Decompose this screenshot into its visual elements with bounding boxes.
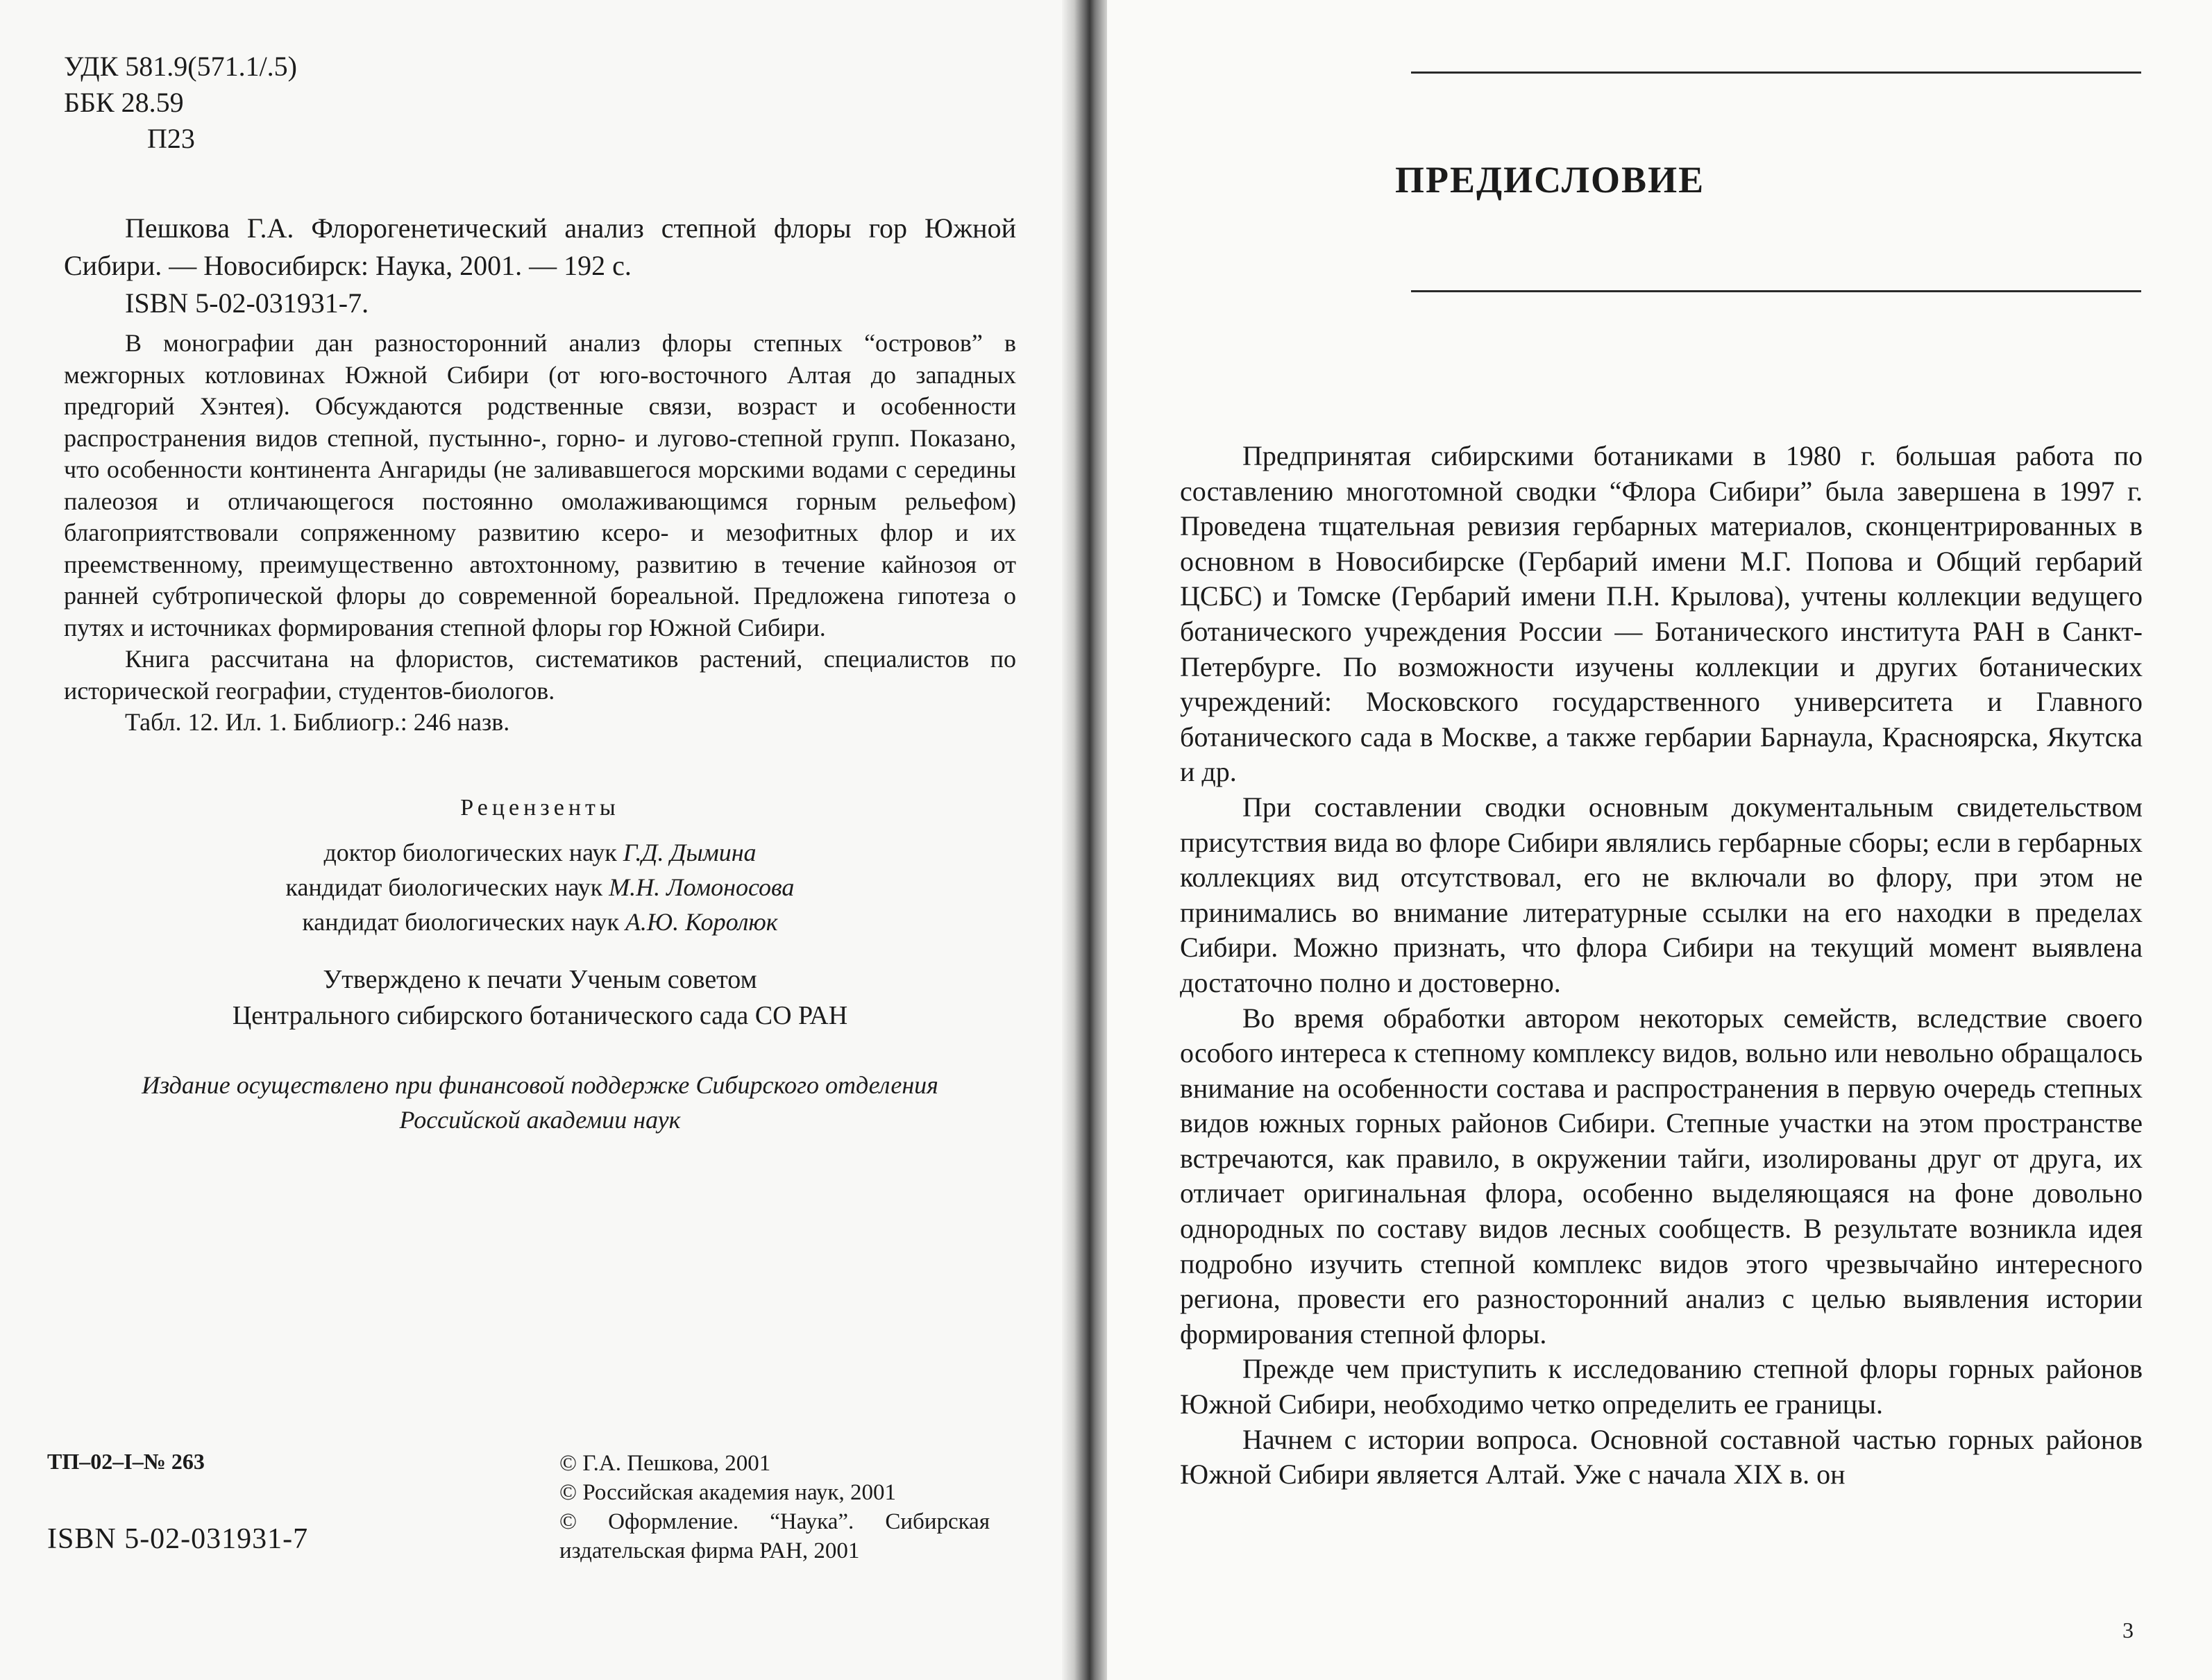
preface-text [1180,439,2143,1493]
classification-block [64,49,297,157]
approval-line: Центрального сибирского ботанического сада СО РАН [232,1001,848,1030]
preface-paragraph: Во время обработки автором некоторых семейств, вследствие своего особого интереса к степному комплексу видов, вольно или невольно обращалось внимание на особенности состава и распространения в первую очередь степных видов южных горных районов Сибири. Степные участки на этом пространстве встречаются, как правило, в окружении тайги, изолированы друг от друга, их отличает оригинальная флора, особенно выделяющаяся на фоне довольно однородных по составу видов лесных сообществ. В результате возникла идея подробно изучить степной комплекс видов этого чрезвычайно интересного региона, провести его разносторонний анализ с целью выявления истории формирования степной флоры. [1180,1002,2143,1350]
reviewer-name: Г.Д. Дымина [623,839,757,866]
funding-line: Российской академии наук [399,1106,681,1134]
preface-paragraph: Начнем с истории вопроса. Основной составной частью горных районов Южной Сибири является Алтай. Уже с начала XIX в. он [1180,1423,2143,1490]
copyright-block [559,1449,990,1565]
reviewer-line [64,835,1016,870]
reviewer-name: М.Н. Ломоносова [609,873,795,901]
reviewer-line [64,905,1016,939]
preface-paragraph: Прежде чем приступить к исследованию степной флоры горных районов Южной Сибири, необходимо четко определить ее границы. [1180,1353,2143,1420]
top-rule [1411,72,2141,74]
page-number: 3 [2122,1618,2134,1643]
annotation-paragraph: Табл. 12. Ил. 1. Библиогр.: 246 назв. [125,708,510,736]
left-page [0,0,1072,1680]
isbn-number: ISBN 5-02-031931-7 [47,1523,309,1555]
funding-note [64,1068,1016,1137]
reviewers-title: Рецензенты [460,795,620,821]
udk-code: УДК 581.9(571.1/.5) [64,51,297,82]
reviewer-name: А.Ю. Королюк [625,908,778,936]
reviewer-degree: кандидат биологических наук [302,908,619,936]
page-title: ПРЕДИСЛОВИЕ [1395,159,1705,201]
bibliographic-entry: Пешкова Г.А. Флорогенетический анализ степной флоры гор Южной Сибири. — Новосибирск: Наука, 2001. — 192 с. [64,212,1016,281]
copyright-line: © Оформление. “Наука”. Сибирская издательская фирма РАН, 2001 [559,1509,990,1563]
bibliographic-record [64,210,1016,322]
copyright-line: © Российская академия наук, 2001 [559,1480,896,1505]
annotation-paragraph: Книга рассчитана на флористов, систематиков растений, специалистов по исторической географии, студентов-биологов. [64,645,1016,705]
annotation [64,328,1016,739]
preface-paragraph: Предпринятая сибирскими ботаниками в 1980 г. большая работа по составлению многотомной сводки “Флора Сибири” была завершена в 1997 г. Проведена тщательная ревизия гербарных материалов, сконцентрированных в основном в Новосибирске (Гербарий имени М.Г. Попова и Общий гербарий ЦСБС) и Томске (Гербарий имени П.Н. Крылова), учтены коллекции ведущего ботанического учреждения России — Ботанического института РАН в Санкт-Петербурге. По возможности изучены коллекции и других ботанических учреждений: Московского государственного университета и Главного ботанического сада в Москве, а также гербарии Барнаула, Красноярска, Якутска и др. [1180,440,2143,788]
approval-note [64,961,1016,1034]
reviewers-list [64,835,1016,939]
reviewer-degree: доктор биологических наук [323,839,617,866]
bbk-code: ББК 28.59 [64,87,184,118]
preface-paragraph: При составлении сводки основным документальным свидетельством присутствия вида во флоре Сибири являлись гербарные сборы; если в гербарных коллекциях вид отсутствовал, его не включали во флору, при этом не принимались во внимание литературные ссылки на его находки в пределах Сибири. Можно признать, что флора Сибири на текущий момент выявлена достаточно полно и достоверно. [1180,791,2143,998]
tp-code: ТП–02–I–№ 263 [47,1449,205,1474]
annotation-paragraph: В монографии дан разносторонний анализ флоры степных “островов” в межгорных котловинах Южной Сибири (от юго-восточного Алтая до западных предгорий Хэнтея). Обсуждаются родственные связи, возраст и особенности распространения видов степной, пустынно-, горно- и лугово-степной групп. Показано, что особенности континента Ангариды (не заливавшегося морскими водами с середины палеозоя и отличающегося постоянно омолаживающимся горным рельефом) благоприятствовали сопряженному развитию ксеро- и мезофитных флор и их преемственному, преимущественно автохтонному, развитию в течение кайнозоя от ранней субтропической флоры до современной бореальной. Предложена гипотеза о путях и источниках формирования степной флоры гор Южной Сибири. [64,329,1016,641]
bottom-rule [1411,290,2141,292]
funding-line: Издание осуществлено при финансовой поддержке Сибирского отделения [142,1071,938,1099]
approval-line: Утверждено к печати Ученым советом [323,965,757,994]
copyright-line: © Г.А. Пешкова, 2001 [559,1451,771,1476]
reviewer-degree: кандидат биологических наук [285,873,603,901]
bibliographic-isbn: ISBN 5-02-031931-7. [125,287,369,319]
reviewer-line [64,870,1016,905]
author-mark: П23 [147,123,195,154]
